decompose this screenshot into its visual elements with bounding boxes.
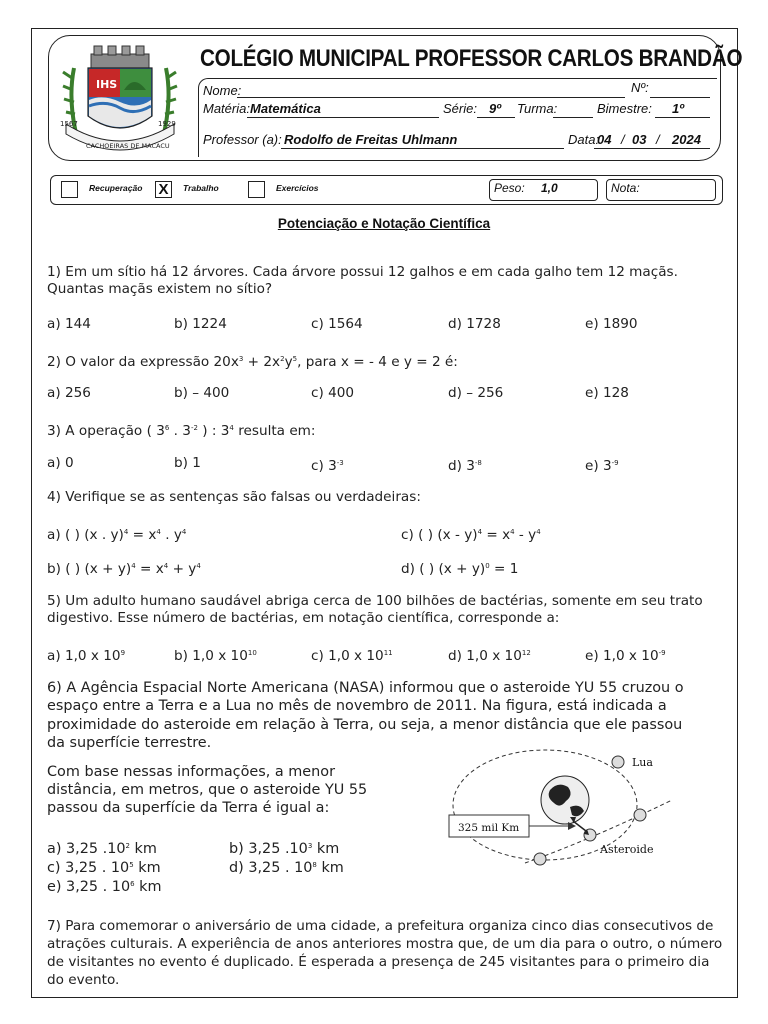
peso-label: Peso: (494, 181, 525, 195)
data-label: Data: (568, 132, 600, 147)
asteroid-icon-3 (634, 809, 646, 821)
serie-value: 9º (489, 101, 501, 116)
q4-item-d: d) ( ) $(x + y)^0 = 1$ (401, 561, 519, 577)
q7-text-line4: do evento. (47, 972, 120, 988)
q5-text-line2: digestivo. Esse número de bactérias, em notação científica, corresponde a: (47, 610, 560, 626)
q4-item-b: b) ( ) $(x + y)^4 = x^4 + y^4$ (47, 561, 201, 577)
data-month: 03 (632, 132, 647, 147)
data-sep-2: / (656, 132, 660, 147)
trabalho-label: Trabalho (183, 183, 219, 193)
q7-text-line1: 7) Para comemorar o aniversário de uma cidade, a prefeitura organiza cinco dias consecutivos de (47, 918, 714, 934)
q2-option-c: c) 400 (311, 385, 355, 401)
data-sep-1: / (621, 132, 625, 147)
data-day: 04 (597, 132, 612, 147)
professor-field (281, 148, 564, 149)
numero-field[interactable] (650, 97, 710, 98)
bimestre-field (655, 117, 710, 118)
svg-text:CACHOEIRAS DE MACACU: CACHOEIRAS DE MACACU (86, 142, 170, 150)
topic-title: Potenciação e Notação Científica (277, 216, 491, 231)
svg-text:1929: 1929 (158, 120, 176, 128)
data-field (594, 148, 710, 149)
q2-option-d: d) – 256 (448, 385, 504, 401)
q6-option-d: d) 3,25 . $10^8$ km (229, 860, 344, 876)
peso-value: 1,0 (541, 181, 558, 195)
nome-label: Nome: (203, 83, 242, 98)
q6-option-b: b) 3,25 $.10^3$ km (229, 841, 340, 857)
q1-option-b: b) 1224 (174, 316, 227, 332)
svg-text:IHS: IHS (96, 78, 118, 91)
q3-option-a: a) 0 (47, 455, 74, 471)
trabalho-checkmark: X (158, 181, 169, 198)
q6-text-line4: da superfície terrestre. (47, 735, 212, 751)
q5-option-e: e) 1,0 x $10^{-9}$ (585, 648, 666, 664)
q2-option-a: a) 256 (47, 385, 91, 401)
asteroid-icon-1 (534, 853, 546, 865)
exercicios-label: Exercícios (276, 183, 319, 193)
q4-text: 4) Verifique se as sentenças são falsas ou verdadeiras: (47, 489, 421, 505)
q6-sub-line1: Com base nessas informações, a menor (47, 764, 335, 780)
q6-sub-line3: passou da superfície da Terra é igual a: (47, 800, 330, 816)
q6-option-c: c) 3,25 . $10^5$ km (47, 860, 161, 876)
q5-option-b: b) 1,0 x $10^{10}$ (174, 648, 257, 664)
q6-text-line1: 6) A Agência Espacial Norte Americana (NASA) informou que o asteroide YU 55 cruzou o (47, 680, 684, 696)
serie-field (477, 117, 515, 118)
numero-label: Nº: (631, 80, 649, 95)
q2-option-e: e) 128 (585, 385, 629, 401)
q6-option-e: e) 3,25 . $10^6$ km (47, 879, 162, 895)
q6-option-a: a) 3,25 $.10^2$ km (47, 841, 157, 857)
q6-text-line2: espaço entre a Terra e a Lua no mês de novembro de 2011. Na figura, está indicada a (47, 698, 667, 714)
q1-option-e: e) 1890 (585, 316, 638, 332)
q1-option-d: d) 1728 (448, 316, 501, 332)
q4-item-a: a) ( ) (x . $y)^4 = x^4$ . $y^4$ (47, 527, 187, 543)
exercicios-checkbox[interactable] (248, 181, 265, 198)
nota-label: Nota: (611, 181, 640, 195)
moon-icon (612, 756, 624, 768)
q4-item-c: c) ( ) $(x - y)^4 = x^4 - y^4$ (401, 527, 541, 543)
q3-text: 3) A operação ( $3^6$ . $3^{-2}$ ) : $3^4$ resulta em: (47, 423, 316, 439)
recuperacao-label: Recuperação (89, 183, 143, 193)
nome-field[interactable] (237, 97, 625, 98)
q2-text: 2) O valor da expressão $20x^3 + 2x^2y^5$, para x = - 4 e y = 2 é: (47, 354, 458, 370)
q2-option-b: b) – 400 (174, 385, 230, 401)
q3-option-b: b) 1 (174, 455, 201, 471)
q1-text-line2: Quantas maçãs existem no sítio? (47, 281, 273, 297)
q6-sub-line2: distância, em metros, que o asteroide YU 55 (47, 782, 368, 798)
q3-option-e: e) $3^{-9}$ (585, 458, 619, 474)
q1-text-line1: 1) Em um sítio há 12 árvores. Cada árvore possui 12 galhos e em cada galho tem 12 maçãs. (47, 264, 678, 280)
bimestre-label: Bimestre: (597, 101, 652, 116)
moon-label: Lua (632, 756, 653, 769)
q1-option-c: c) 1564 (311, 316, 363, 332)
serie-label: Série: (443, 101, 477, 116)
q3-option-c: c) $3^{-3}$ (311, 458, 344, 474)
materia-field (247, 117, 439, 118)
turma-label: Turma: (517, 101, 558, 116)
q5-option-d: d) 1,0 x $10^{12}$ (448, 648, 531, 664)
q5-option-a: a) 1,0 x $10^9$ (47, 648, 126, 664)
q5-option-c: c) 1,0 x $10^{11}$ (311, 648, 393, 664)
materia-label: Matéria: (203, 101, 250, 116)
professor-label: Professor (a): (203, 132, 282, 147)
q1-option-a: a) 144 (47, 316, 91, 332)
bimestre-value: 1º (672, 101, 684, 116)
coat-of-arms-logo (58, 38, 183, 156)
distance-label: 325 mil Km (458, 822, 520, 834)
svg-text:1567: 1567 (60, 120, 78, 128)
recuperacao-checkbox[interactable] (61, 181, 78, 198)
q5-text-line1: 5) Um adulto humano saudável abriga cerca de 100 bilhões de bactérias, somente em seu trato (47, 593, 703, 609)
data-year: 2024 (672, 132, 701, 147)
q7-text-line2: atrações culturais. A experiência de anos anteriores mostra que, de um dia para o outro, o número (47, 936, 723, 952)
professor-value: Rodolfo de Freitas Uhlmann (284, 132, 458, 147)
q3-option-d: d) $3^{-8}$ (448, 458, 482, 474)
school-title: COLÉGIO MUNICIPAL PROFESSOR CARLOS BRANDÃO (200, 45, 743, 72)
turma-field[interactable] (553, 117, 593, 118)
q6-text-line3: proximidade do asteroide em relação à Terra, ou seja, a menor distância que ele passou (47, 717, 683, 733)
asteroid-label: Asteroide (600, 843, 654, 856)
asteroid-orbit-figure (440, 745, 680, 880)
materia-value: Matemática (250, 101, 321, 116)
q7-text-line3: de visitantes no evento é duplicado. É esperada a presença de 245 visitantes para o primeiro dia (47, 954, 710, 970)
